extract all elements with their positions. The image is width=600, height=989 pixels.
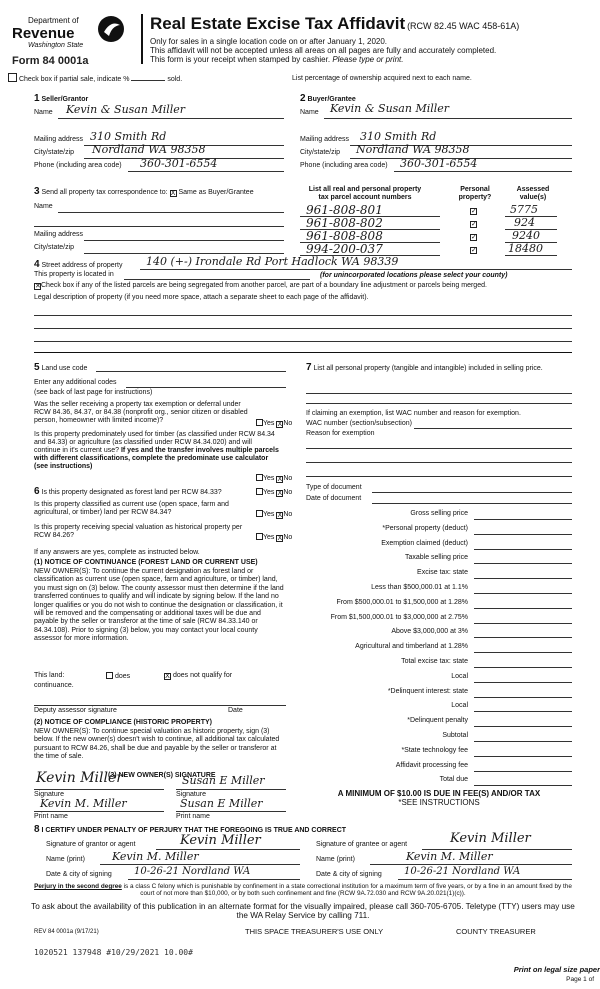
- exemption-no-checkbox[interactable]: X: [277, 421, 283, 428]
- same-as-buyer-checkbox[interactable]: X: [170, 190, 176, 197]
- calc-label: *Delinquent penalty: [407, 717, 468, 725]
- current-use-yes-no: [256, 510, 292, 519]
- parcel-check-mark[interactable]: ✓: [471, 247, 477, 254]
- calc-amount-field[interactable]: [474, 637, 572, 638]
- historic-yes-checkbox[interactable]: [256, 533, 263, 540]
- sec4-num: 4: [34, 259, 40, 270]
- form-title-text: Real Estate Excise Tax Affidavit: [150, 14, 406, 33]
- parcel-check-mark[interactable]: ✓: [471, 234, 477, 241]
- ownership-note: List percentage of ownership acquired next to each name.: [292, 75, 472, 82]
- parcel-check-mark[interactable]: ✓: [471, 221, 477, 228]
- type-doc-label: Type of document: [306, 484, 362, 491]
- sec3-name-line: [58, 212, 284, 213]
- treasurer-space: THIS SPACE TREASURER'S USE ONLY: [245, 927, 384, 936]
- header-note-2: This affidavit will not be accepted unless all areas on all pages are fully and accurately completed.: [150, 46, 497, 55]
- continuance-text: NEW OWNER(S): To continue the current designation as forest land or classification as current use (open space, farm and agriculture, or timber) land, you must sign on (3) below. The county assessor must then determine if the land transferred continues to qualify and will indicate by signing below. If the land no longer qualifies or you do not wish to continue the designation or classification, it will be removed and the compensating or additional taxes will be due and payable by the seller or transferor at the time of sale (RCW 84.33.140 or 84.34.108). Prior to signing (3) below, you may contact your local county assessor for more information.: [34, 568, 284, 643]
- perjury-notice: [34, 883, 572, 898]
- header-divider: [141, 14, 143, 64]
- sec2-num: 2: [300, 93, 306, 104]
- calc-label: Total due: [439, 776, 468, 784]
- parcel-value[interactable]: 924: [514, 216, 535, 229]
- owner-print-line: [34, 811, 164, 812]
- parcel-personal-check[interactable]: [470, 233, 477, 241]
- print-name-label: Print name: [34, 813, 68, 820]
- deputy-date-label: Date: [228, 707, 243, 714]
- form-title: [150, 14, 519, 34]
- calc-label: *State technology fee: [401, 746, 468, 754]
- assessed-col-header: Assessed value(s): [516, 186, 550, 202]
- state-label: Washington State: [28, 42, 84, 49]
- print-name-label-2: Print name: [176, 813, 210, 820]
- historic-question: Is this property receiving special valuation as historical property per RCW 84.26?: [34, 524, 243, 540]
- parcel-value[interactable]: 9240: [512, 229, 540, 242]
- owner-sig-line-2: [176, 789, 286, 790]
- owner-print-line-2: [176, 811, 286, 812]
- forest-question: Is this property designated as forest land per RCW 84.33?: [41, 489, 222, 496]
- does-option: [106, 672, 130, 681]
- yes-label: Yes: [263, 511, 275, 518]
- no-label: No: [283, 420, 293, 427]
- segregated-label: Check box if any of the listed parcels are being segregated from another parcel, are part of a boundary line adjustment or parcels being merged.: [41, 282, 487, 289]
- calc-amount-field[interactable]: [474, 608, 572, 609]
- partial-sale-checkbox[interactable]: [8, 73, 17, 82]
- sec6-num: 6: [34, 486, 40, 497]
- sec3-city-label: City/state/zip: [34, 244, 75, 251]
- grantor-date-line: [128, 879, 300, 880]
- signature-label: Signature: [34, 791, 64, 798]
- legal-size-note: Print on legal size paper: [513, 965, 600, 974]
- answers-note: If any answers are yes, complete as instructed below.: [34, 549, 200, 556]
- header-note-3b: Please type or print.: [332, 55, 404, 64]
- calc-label: Exemption claimed (deduct): [381, 539, 468, 547]
- current-use-yes-checkbox[interactable]: [256, 510, 263, 517]
- sec8-num: 8: [34, 824, 40, 835]
- date-doc-label: Date of document: [306, 495, 362, 502]
- street-label: Street address of property: [41, 262, 123, 269]
- no-label: No: [283, 475, 293, 482]
- sec3-addr-label: Mailing address: [34, 231, 84, 238]
- type-doc-line: [372, 492, 572, 493]
- timber-question: [34, 431, 279, 471]
- header-note-3: [150, 55, 403, 64]
- legal-line: [34, 341, 572, 342]
- owner-print-1[interactable]: Kevin M. Miller: [40, 797, 127, 810]
- buyer-city-label: City/state/zip: [300, 149, 341, 156]
- calc-amount-field[interactable]: [474, 578, 572, 579]
- land-use-label: Land use code: [41, 365, 88, 372]
- personal-col-header: Personal property?: [458, 186, 492, 202]
- buyer-addr-label: Mailing address: [300, 136, 350, 143]
- calc-label: Local: [451, 702, 468, 710]
- seller-phone-value[interactable]: 360-301-6554: [140, 157, 218, 170]
- calc-label: Total excise tax: state: [401, 658, 468, 665]
- sec7-heading: [306, 362, 572, 374]
- calc-amount-field[interactable]: [474, 756, 572, 757]
- parcel-value[interactable]: 18480: [508, 242, 543, 255]
- form-title-rcw: (RCW 82.45 WAC 458-61A): [407, 21, 520, 31]
- grantor-signature[interactable]: Kevin Miller: [180, 833, 261, 848]
- calc-amount-field[interactable]: [474, 667, 572, 668]
- alt-format-notice: To ask about the availability of this publication in an alternate format for the visually impaired, please call 360-705-6705. Teletype (TTY) users may use the WA Relay Service by calling 711.: [31, 902, 575, 921]
- sec3-city-line: [84, 253, 284, 254]
- legal-line: [34, 315, 572, 316]
- grantee-date-label: Date & city of signing: [316, 871, 382, 878]
- continuance-title: (1) NOTICE OF CONTINUANCE (FOREST LAND OR CURRENT USE): [34, 559, 258, 566]
- reason-label: Reason for exemption: [306, 430, 375, 437]
- calc-amount-field[interactable]: [474, 623, 572, 624]
- sec5-num: 5: [34, 362, 40, 373]
- calc-amount-field[interactable]: [474, 682, 572, 683]
- no-label: No: [283, 511, 293, 518]
- forest-yes-no: [256, 488, 292, 497]
- calc-amount-field[interactable]: [474, 534, 572, 535]
- calc-label: Above $3,000,000 at 3%: [391, 628, 468, 636]
- calc-amount-field[interactable]: [474, 711, 572, 712]
- calc-label: From $500,000.01 to $1,500,000 at 1.28%: [336, 598, 468, 606]
- calc-label: Subtotal: [442, 732, 468, 739]
- buyer-phone-label: Phone (including area code): [300, 162, 388, 169]
- grantor-name[interactable]: Kevin M. Miller: [112, 850, 199, 863]
- grantor-name-line: [100, 864, 300, 865]
- partial-sale-row: [8, 73, 182, 84]
- perjury-bold: Perjury in the second degree: [34, 883, 122, 890]
- owner-sig-2[interactable]: Susan E Miller: [182, 774, 265, 787]
- signature-label-2: Signature: [176, 791, 206, 798]
- buyer-name-line: [324, 118, 572, 119]
- seller-city-label: City/state/zip: [34, 149, 75, 156]
- yes-label: Yes: [263, 534, 275, 541]
- parcel-acct[interactable]: 961-808-802: [306, 216, 383, 230]
- calc-label: Less than $500,000.01 at 1.1%: [371, 584, 468, 591]
- sec7-title: List all personal property (tangible and intangible) included in selling price.: [313, 365, 543, 372]
- located-in-label: This property is located in: [34, 271, 114, 278]
- calc-amount-field[interactable]: [474, 741, 572, 742]
- no-label: No: [283, 534, 293, 541]
- seller-phone-line: [128, 171, 284, 172]
- forest-no-checkbox[interactable]: X: [277, 490, 283, 497]
- owner-sig-1[interactable]: Kevin Miller: [36, 770, 123, 786]
- calc-amount-field[interactable]: [474, 563, 572, 564]
- buyer-phone-line: [394, 171, 572, 172]
- sec7-num: 7: [306, 362, 312, 373]
- partial-sale-label: Check box if partial sale, indicate %: [18, 76, 130, 83]
- parcel-value[interactable]: 5775: [510, 203, 538, 216]
- grantee-name-label: Name (print): [316, 856, 355, 863]
- county-treasurer: COUNTY TREASURER: [456, 927, 536, 936]
- exemption-yes-no: [256, 419, 292, 428]
- seller-addr-value[interactable]: 310 Smith Rd: [90, 130, 167, 143]
- grantee-sig-label: Signature of grantee or agent: [316, 841, 408, 848]
- calc-amount-field[interactable]: [474, 785, 572, 786]
- legal-line: [34, 328, 572, 329]
- grantor-date-label: Date & city of signing: [46, 871, 112, 878]
- grantor-date[interactable]: 10-26-21 Nordland WA: [134, 866, 251, 877]
- section-divider: [34, 352, 572, 353]
- buyer-phone-value[interactable]: 360-301-6554: [400, 157, 478, 170]
- sec6-forest-row: [34, 486, 222, 498]
- seller-name-value[interactable]: Kevin & Susan Miller: [66, 103, 186, 116]
- sec3-text: Send all property tax correspondence to:: [41, 189, 168, 196]
- buyer-name-value[interactable]: Kevin & Susan Miller: [330, 102, 450, 115]
- grantee-signature[interactable]: Kevin Miller: [450, 831, 531, 846]
- header-note-3a: This form is your receipt when stamped by cashier.: [150, 55, 331, 64]
- receipt-stamp: 1020521 137948 #10/29/2021 10.00#: [34, 948, 193, 957]
- calc-amount-field[interactable]: [474, 771, 572, 772]
- does-label: does: [114, 673, 131, 680]
- grantee-date[interactable]: 10-26-21 Nordland WA: [404, 866, 521, 877]
- calc-amount-field[interactable]: [474, 519, 572, 520]
- calc-amount-field[interactable]: [474, 697, 572, 698]
- sec3-name-label: Name: [34, 203, 53, 210]
- parcel-col-header: List all real and personal property tax parcel account numbers: [308, 186, 422, 202]
- sec1-num: 1: [34, 93, 40, 104]
- deputy-sig-label: Deputy assessor signature: [34, 707, 117, 714]
- land-use-line: [96, 371, 286, 372]
- page-number: Page 1 of: [566, 976, 594, 983]
- calc-amount-field[interactable]: [474, 652, 572, 653]
- parcel-personal-check[interactable]: [470, 207, 477, 215]
- sec4-heading: [34, 259, 122, 271]
- buyer-city-value[interactable]: Nordland WA 98358: [356, 143, 470, 156]
- calc-amount-field[interactable]: [474, 593, 572, 594]
- timber-question-bold: If yes and the transfer involves multiple parcels with different classifications, complete the predominate use calculator (see instructions): [34, 447, 279, 471]
- segregated-row: [34, 282, 487, 290]
- calc-amount-field[interactable]: [474, 726, 572, 727]
- revenue-wordmark: Revenue: [12, 25, 75, 42]
- sec3-num: 3: [34, 186, 40, 197]
- parcel-check-mark[interactable]: ✓: [471, 208, 477, 215]
- partial-sold-label: sold.: [167, 76, 183, 83]
- calc-label: Agricultural and timberland at 1.28%: [355, 643, 468, 651]
- sec7-line: [306, 393, 572, 394]
- grantor-name-label: Name (print): [46, 856, 85, 863]
- continuance-label: continuance.: [34, 682, 74, 689]
- street-line: [140, 269, 572, 270]
- certify-statement: I CERTIFY UNDER PENALTY OF PERJURY THAT THE FOREGOING IS TRUE AND CORRECT: [41, 827, 347, 834]
- timber-yes-checkbox[interactable]: [256, 474, 263, 481]
- grantee-name[interactable]: Kevin M. Miller: [406, 850, 493, 863]
- this-land-label: This land:: [34, 672, 65, 679]
- compliance-title: (2) NOTICE OF COMPLIANCE (HISTORIC PROPERTY): [34, 719, 212, 726]
- parcel-acct[interactable]: 961-808-801: [306, 203, 383, 217]
- logo-swirl-icon: [96, 14, 126, 44]
- parcel-personal-check[interactable]: [470, 246, 477, 254]
- seller-addr-label: Mailing address: [34, 136, 84, 143]
- calc-label: *Delinquent interest: state: [387, 687, 468, 695]
- compliance-text: NEW OWNER(S): To continue special valuation as historic property, sign (3) below. If the new owner(s) doesn't wish to continue, all additional tax calculated pursuant to RCW 84.26, shall be due and payable by the seller or transferor at the time of sale.: [34, 728, 280, 761]
- see-instructions: *SEE INSTRUCTIONS: [398, 798, 480, 807]
- minimum-notice: A MINIMUM OF $10.00 IS DUE IN FEE(S) AND/OR TAX: [337, 789, 541, 798]
- owner-print-2[interactable]: Susan E Miller: [180, 797, 263, 810]
- new-owner-sig-title: (3) NEW OWNER(S) SIGNATURE: [108, 772, 216, 779]
- wac-line: [414, 428, 572, 429]
- forest-yes-checkbox[interactable]: [256, 488, 263, 495]
- uninc-note: (for unincorporated locations please select your county): [320, 272, 508, 279]
- yes-label: Yes: [263, 475, 275, 482]
- does-checkbox[interactable]: [106, 672, 113, 679]
- timber-question-text: Is this property predominately used for timber (as classified under RCW 84.34 and 84.33) or agriculture (as classified under RCW 84.34.020) and will continue in it's current use?: [34, 431, 275, 455]
- parcel-acct[interactable]: 961-808-808: [306, 229, 383, 243]
- seller-name-label: Name: [34, 109, 53, 116]
- buyer-title: Buyer/Grantee: [307, 96, 356, 103]
- claim-exemption-label: If claiming an exemption, list WAC number and reason for exemption.: [306, 410, 521, 417]
- parcel-acct[interactable]: 994-200-037: [306, 242, 383, 256]
- parcel-personal-check[interactable]: [470, 220, 477, 228]
- located-line: [124, 279, 310, 280]
- seller-name-line: [58, 118, 284, 119]
- timber-no-checkbox[interactable]: X: [277, 476, 283, 483]
- reason-line: [306, 462, 572, 463]
- street-value[interactable]: 140 (+-) Irondale Rd Port Hadlock WA 98339: [146, 255, 399, 268]
- sec5-heading: [34, 362, 87, 374]
- wac-label: WAC number (section/subsection): [306, 420, 412, 427]
- additional-codes-label: Enter any additional codes: [34, 379, 117, 386]
- sec3-heading: [34, 186, 254, 198]
- reason-line: [306, 448, 572, 449]
- reason-line: [306, 476, 572, 477]
- deputy-sig-line: [34, 705, 286, 706]
- grantee-date-line: [398, 879, 572, 880]
- legal-desc-label: Legal description of property (if you need more space, attach a separate sheet to each page of the affidavit).: [34, 294, 369, 301]
- grantee-name-line: [370, 864, 572, 865]
- does-not-label: does not qualify for: [172, 672, 233, 679]
- calc-label: Taxable selling price: [404, 554, 468, 562]
- segregated-checkbox[interactable]: ✕: [35, 283, 41, 290]
- seller-title: Seller/Grantor: [41, 96, 89, 103]
- calc-amount-field[interactable]: [474, 549, 572, 550]
- does-not-option: [164, 672, 232, 680]
- owner-sig-line: [34, 789, 164, 790]
- yes-label: Yes: [263, 420, 275, 427]
- historic-yes-no: [256, 533, 292, 542]
- calc-label: *Personal property (deduct): [382, 524, 468, 532]
- sec3-addr-line: [84, 240, 284, 241]
- buyer-addr-value[interactable]: 310 Smith Rd: [360, 130, 437, 143]
- calc-label: Excise tax: state: [417, 569, 468, 577]
- no-label: No: [283, 489, 293, 496]
- additional-codes-line: [126, 387, 286, 388]
- yes-label: Yes: [263, 489, 275, 496]
- calc-label: Gross selling price: [410, 510, 468, 517]
- rev-number: REV 84 0001a (9/17/21): [34, 929, 99, 935]
- grantor-sig-label: Signature of grantor or agent: [46, 841, 136, 848]
- sec3-blank-line: [34, 226, 284, 227]
- buyer-name-label: Name: [300, 109, 319, 116]
- does-not-checkbox[interactable]: X: [165, 673, 170, 680]
- calc-label: Local: [451, 672, 468, 680]
- timber-yes-no: [256, 474, 292, 483]
- historic-no-checkbox[interactable]: X: [277, 535, 283, 542]
- date-doc-line: [372, 503, 572, 504]
- same-as-buyer-label: Same as Buyer/Grantee: [178, 189, 254, 196]
- seller-city-value[interactable]: Nordland WA 98358: [92, 143, 206, 156]
- dept-label: Department of: [28, 16, 79, 25]
- calc-label: From $1,500,000.01 to $3,000,000 at 2.75%: [330, 613, 468, 621]
- sec7-line: [306, 403, 572, 404]
- header-note-1: Only for sales in a single location code on or after January 1, 2020.: [150, 37, 388, 46]
- current-use-no-checkbox[interactable]: X: [277, 512, 283, 519]
- current-use-question: Is this property classified as current use (open space, farm and agricultural, or timber) land per RCW 84.34?: [34, 501, 229, 517]
- seller-phone-label: Phone (including area code): [34, 162, 122, 169]
- see-back-label: (see back of last page for instructions): [34, 389, 153, 396]
- perjury-text: is a class C felony which is punishable by confinement in a state correctional institution for a maximum term of five years, or by a fine in an amount fixed by the court of not more than $10,000, or by both such confinement and fine (RCW 9A.72.030 and RCW 9A.20.021(1)(c)).: [123, 883, 572, 898]
- calc-label: Affidavit processing fee: [395, 761, 468, 769]
- form-number: Form 84 0001a: [12, 55, 89, 67]
- exemption-question: Was the seller receiving a property tax exemption or deferral under RCW 84.36, 84.37, or 84.38 (nonprofit org., senior citizen or disabled person, homeowner with limited income)?: [34, 401, 248, 425]
- exemption-yes-checkbox[interactable]: [256, 419, 263, 426]
